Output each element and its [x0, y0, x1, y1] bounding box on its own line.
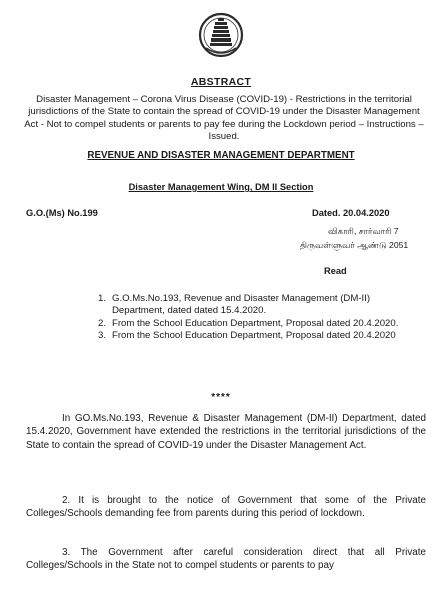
separator-stars: **** — [211, 392, 231, 403]
abstract-heading: ABSTRACT — [190, 76, 252, 88]
paragraph-2: 2. It is brought to the notice of Government that some of the Private Colleges/Schools demanding fee from parents during this period of lockdown. — [26, 495, 426, 520]
tamil-date-line-2: திருவள்ளுவர் ஆண்டு 2051 — [300, 240, 409, 250]
reference-text: From the School Education Department, Proposal dated 20.4.2020. — [112, 317, 399, 329]
go-number: G.O.(Ms) No.199 — [26, 208, 98, 218]
subject-summary: Disaster Management – Corona Virus Disease (COVID-19) - Restrictions in the territorial jurisdictions of the State to contain the spread of COVID-19 under the Disaster Management Act - Not to compel students or parents to pay fee during the Lockdown period – Instructions – Issued. — [24, 94, 424, 143]
reference-number: 3. — [98, 330, 107, 342]
list-item — [98, 330, 408, 342]
list-item — [98, 318, 408, 330]
reference-number: 1. — [98, 293, 107, 304]
paragraph-3: 3. The Government after careful consideration direct that all Private Colleges/Schools in the State not to compel students or parents to pay — [26, 547, 426, 572]
reference-text: From the School Education Department, Proposal dated 20.4.2020 — [112, 330, 396, 342]
department-heading: REVENUE AND DISASTER MANAGEMENT DEPARTMENT — [87, 150, 355, 161]
order-date: Dated. 20.04.2020 — [312, 208, 390, 218]
paragraph-1: In GO.Ms.No.193, Revenue & Disaster Management (DM-II) Department, dated 15.4.2020, Government have extended the restrictions in the territorial jurisdictions of the State to contain the spread of COVID-19 under the Disaster Management Act. — [26, 413, 426, 451]
list-item — [98, 293, 408, 317]
reference-number: 2. — [98, 317, 107, 329]
state-emblem-icon — [198, 8, 244, 62]
tamil-date-line-1: விகாரி, சார்வாரி 7 — [328, 226, 399, 236]
section-heading: Disaster Management Wing, DM II Section — [128, 182, 314, 192]
read-heading: Read — [324, 266, 347, 276]
reference-text: G.O.Ms.No.193, Revenue and Disaster Management (DM-II) Department, dated dated 15.4.2020. — [112, 293, 371, 316]
reference-list — [98, 293, 408, 343]
